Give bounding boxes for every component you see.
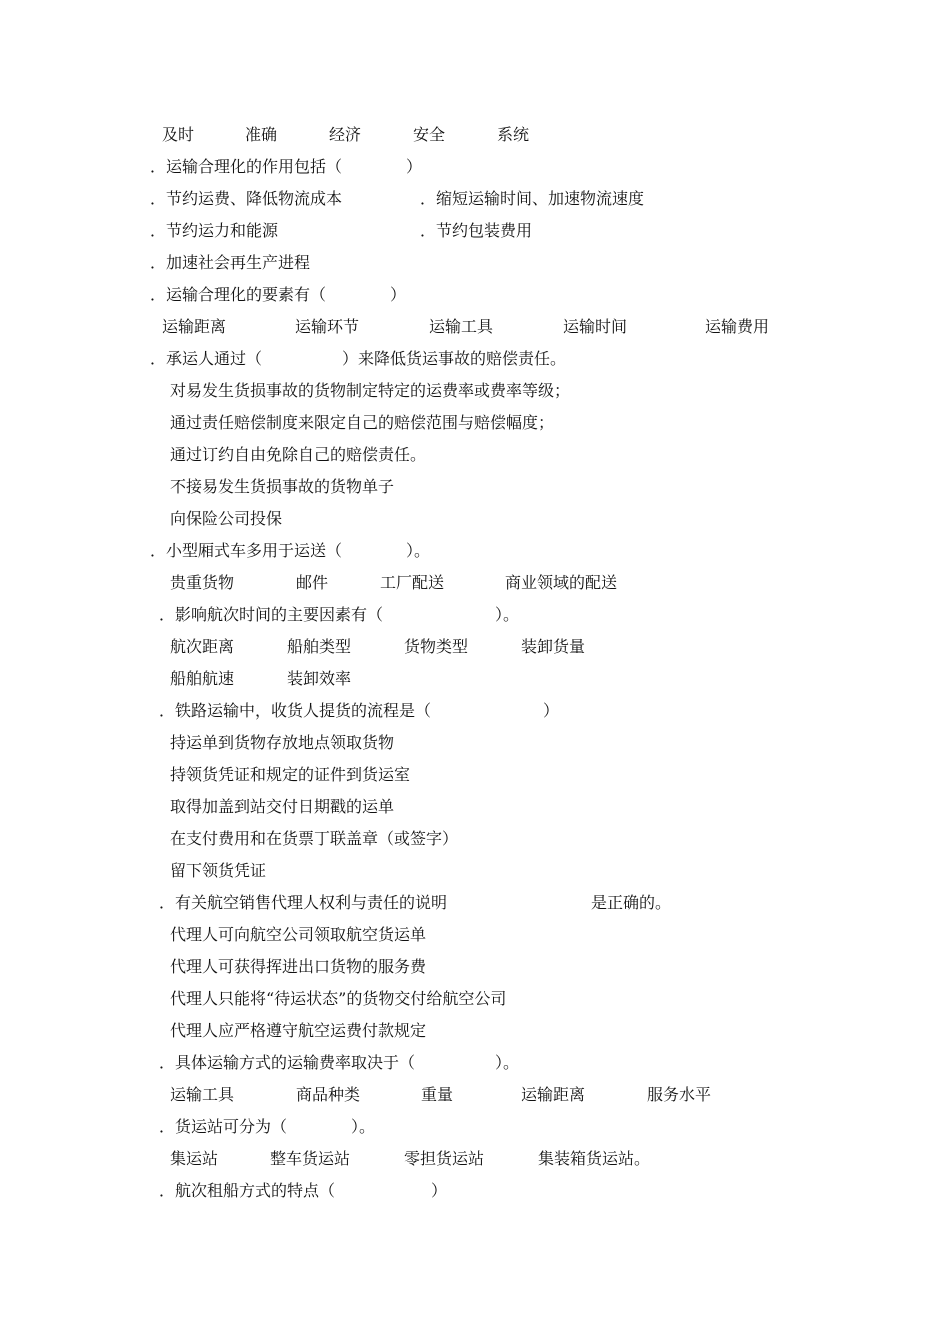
question-text: ．航次租船方式的特点（ ）: [159, 1181, 448, 1200]
option-text: 重量: [421, 1085, 454, 1104]
option-text: 及时: [162, 125, 195, 144]
option-text: ．缩短运输时间、加速物流速度: [420, 189, 645, 208]
option-text: 航次距离: [170, 637, 235, 656]
option-text: 准确: [245, 125, 278, 144]
option-text: 集运站: [170, 1149, 219, 1168]
option-text: 持领货凭证和规定的证件到货运室: [170, 765, 411, 784]
question-text: ．具体运输方式的运输费率取决于（ ）。: [159, 1053, 520, 1072]
question-text: ．铁路运输中，收货人提货的流程是（ ）: [159, 701, 560, 720]
option-text: 集装箱货运站。: [538, 1149, 651, 1168]
option-text: 零担货运站: [404, 1149, 485, 1168]
option-text: ．加速社会再生产进程: [150, 253, 311, 272]
option-text: 系统: [497, 125, 530, 144]
option-text: 代理人可向航空公司领取航空货运单: [170, 925, 427, 944]
option-text: 服务水平: [647, 1085, 712, 1104]
option-text: 工厂配送: [380, 573, 445, 592]
option-text: 船舶类型: [287, 637, 352, 656]
option-text: 留下领货凭证: [170, 861, 267, 880]
option-text: 装卸货量: [521, 637, 586, 656]
option-text: 运输工具: [429, 317, 494, 336]
option-text: ．节约运力和能源: [150, 221, 279, 240]
option-text: 安全: [413, 125, 446, 144]
option-text: 通过责任赔偿制度来限定自己的赔偿范围与赔偿幅度；: [170, 413, 555, 432]
question-text: ．货运站可分为（ ）。: [159, 1117, 376, 1136]
option-text: 代理人只能将“待运状态”的货物交付给航空公司: [170, 989, 507, 1008]
option-text: 运输距离: [162, 317, 227, 336]
option-text: 对易发生货损事故的货物制定特定的运费率或费率等级；: [170, 381, 571, 400]
option-text: 不接易发生货损事故的货物单子: [170, 477, 395, 496]
option-text: 取得加盖到站交付日期戳的运单: [170, 797, 395, 816]
option-text: 商品种类: [296, 1085, 361, 1104]
option-text: 装卸效率: [287, 669, 352, 688]
question-text: ．承运人通过（ ）来降低货运事故的赔偿责任。: [150, 349, 567, 368]
option-text: 整车货运站: [270, 1149, 351, 1168]
option-text: ．节约包装费用: [420, 221, 533, 240]
option-text: 代理人应严格遵守航空运费付款规定: [170, 1021, 427, 1040]
option-text: 通过订约自由免除自己的赔偿责任。: [170, 445, 427, 464]
question-text: ．有关航空销售代理人权利与责任的说明 是正确的。: [159, 893, 672, 912]
option-text: 持运单到货物存放地点领取货物: [170, 733, 395, 752]
option-text: 在支付费用和在货票丁联盖章（或签字）: [170, 829, 459, 848]
option-text: 运输费用: [705, 317, 770, 336]
question-text: ．运输合理化的要素有（ ）: [150, 285, 407, 304]
option-text: 运输距离: [521, 1085, 586, 1104]
option-text: 向保险公司投保: [170, 509, 283, 528]
option-text: 经济: [329, 125, 362, 144]
option-text: 运输工具: [170, 1085, 235, 1104]
option-text: 船舶航速: [170, 669, 235, 688]
question-text: ．影响航次时间的主要因素有（ ）。: [159, 605, 520, 624]
question-text: ．运输合理化的作用包括（ ）: [150, 157, 423, 176]
option-text: ．节约运费、降低物流成本: [150, 189, 343, 208]
option-text: 代理人可获得挥进出口货物的服务费: [170, 957, 427, 976]
option-text: 邮件: [296, 573, 329, 592]
question-text: ．小型厢式车多用于运送（ ）。: [150, 541, 431, 560]
option-text: 贵重货物: [170, 573, 235, 592]
option-text: 商业领域的配送: [505, 573, 618, 592]
option-text: 运输环节: [295, 317, 360, 336]
option-text: 货物类型: [404, 637, 469, 656]
option-text: 运输时间: [563, 317, 628, 336]
